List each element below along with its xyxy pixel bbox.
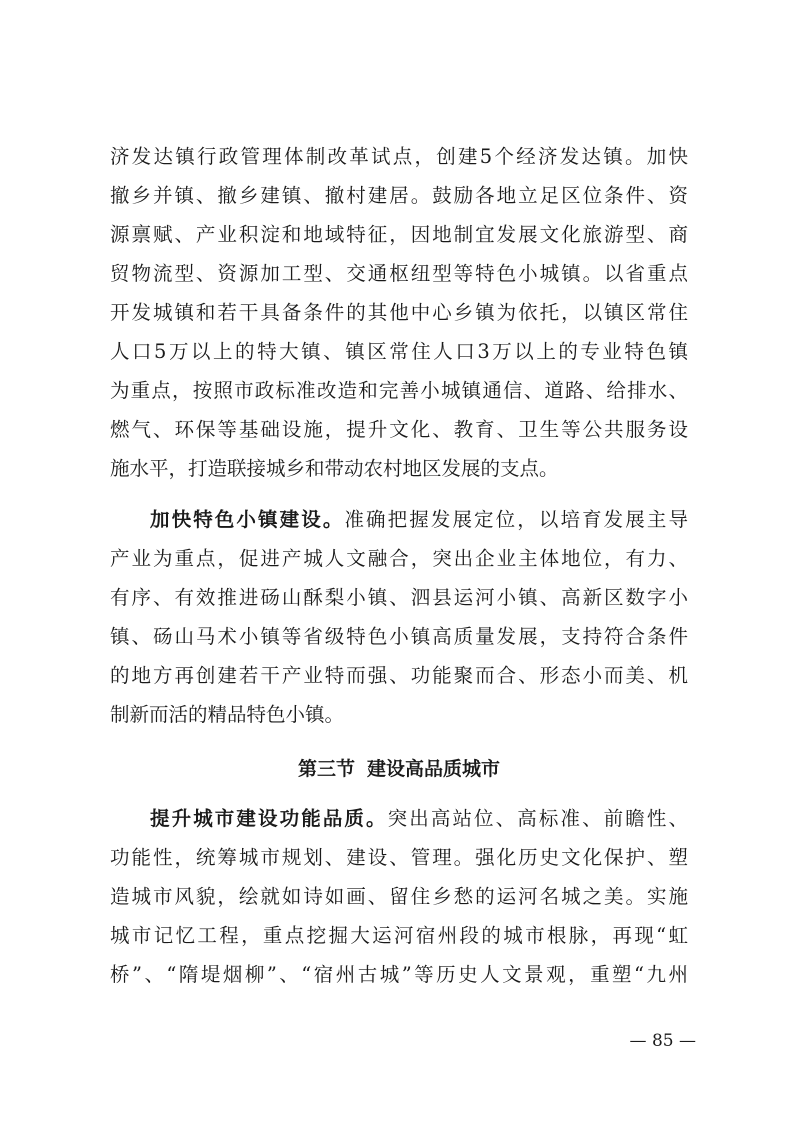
page-number: — 85 — bbox=[629, 1031, 696, 1051]
paragraph-city-quality bbox=[110, 799, 688, 994]
paragraph-lead-heading: 提升城市建设功能品质。 bbox=[150, 807, 388, 830]
text-line: 撤乡并镇、撤乡建镇、撤村建居。鼓励各地立足区位条件、资 bbox=[110, 184, 688, 207]
text-line: 施水平，打造联接城乡和带动农村地区发展的支点。 bbox=[110, 457, 559, 480]
section-heading bbox=[110, 749, 688, 789]
text-line: 燃气、环保等基础设施，提升文化、教育、卫生等公共服务设 bbox=[110, 418, 688, 441]
text-line: 的地方再创建若干产业特而强、功能聚而合、形态小而美、机 bbox=[110, 664, 688, 687]
paragraph-lead-heading: 加快特色小镇建设。 bbox=[150, 508, 345, 531]
paragraph-small-towns bbox=[110, 137, 688, 488]
text-line: 人口5万以上的特大镇、镇区常住人口3万以上的专业特色镇 bbox=[110, 340, 688, 363]
text-line: 为重点，按照市政标准改造和完善小城镇通信、道路、给排水、 bbox=[110, 379, 688, 402]
text-line bbox=[110, 500, 688, 539]
section-title: 建设高品质城市 bbox=[367, 758, 501, 780]
text-line bbox=[110, 799, 688, 838]
text-line: 开发城镇和若干具备条件的其他中心乡镇为依托，以镇区常住 bbox=[110, 301, 688, 324]
text-line: 桥”、“隋堤烟柳”、“宿州古城”等历史人文景观，重塑“九州 bbox=[110, 963, 688, 986]
text-line: 源禀赋、产业积淀和地域特征，因地制宜发展文化旅游型、商 bbox=[110, 223, 688, 246]
text-line: 功能性，统筹城市规划、建设、管理。强化历史文化保护、塑 bbox=[110, 846, 688, 869]
text-line: 造城市风貌，绘就如诗如画、留住乡愁的运河名城之美。实施 bbox=[110, 885, 688, 908]
text-line: 产业为重点，促进产城人文融合，突出企业主体地位，有力、 bbox=[110, 547, 688, 570]
text-line: 镇、砀山马术小镇等省级特色小镇高质量发展，支持符合条件 bbox=[110, 625, 688, 648]
section-number: 第三节 bbox=[297, 758, 355, 780]
paragraph-lead-text: 突出高站位、高标准、前瞻性、 bbox=[387, 807, 688, 830]
text-line: 济发达镇行政管理体制改革试点，创建5个经济发达镇。加快 bbox=[110, 145, 688, 168]
text-line: 贸物流型、资源加工型、交通枢纽型等特色小城镇。以省重点 bbox=[110, 262, 688, 285]
text-line: 城市记忆工程，重点挖掘大运河宿州段的城市根脉，再现“虹 bbox=[110, 924, 688, 947]
paragraph-featured-towns bbox=[110, 500, 688, 734]
paragraph-lead-text: 准确把握发展定位，以培育发展主导 bbox=[344, 508, 688, 531]
text-line: 制新而活的精品特色小镇。 bbox=[110, 703, 345, 726]
text-line: 有序、有效推进砀山酥梨小镇、泗县运河小镇、高新区数字小 bbox=[110, 586, 688, 609]
